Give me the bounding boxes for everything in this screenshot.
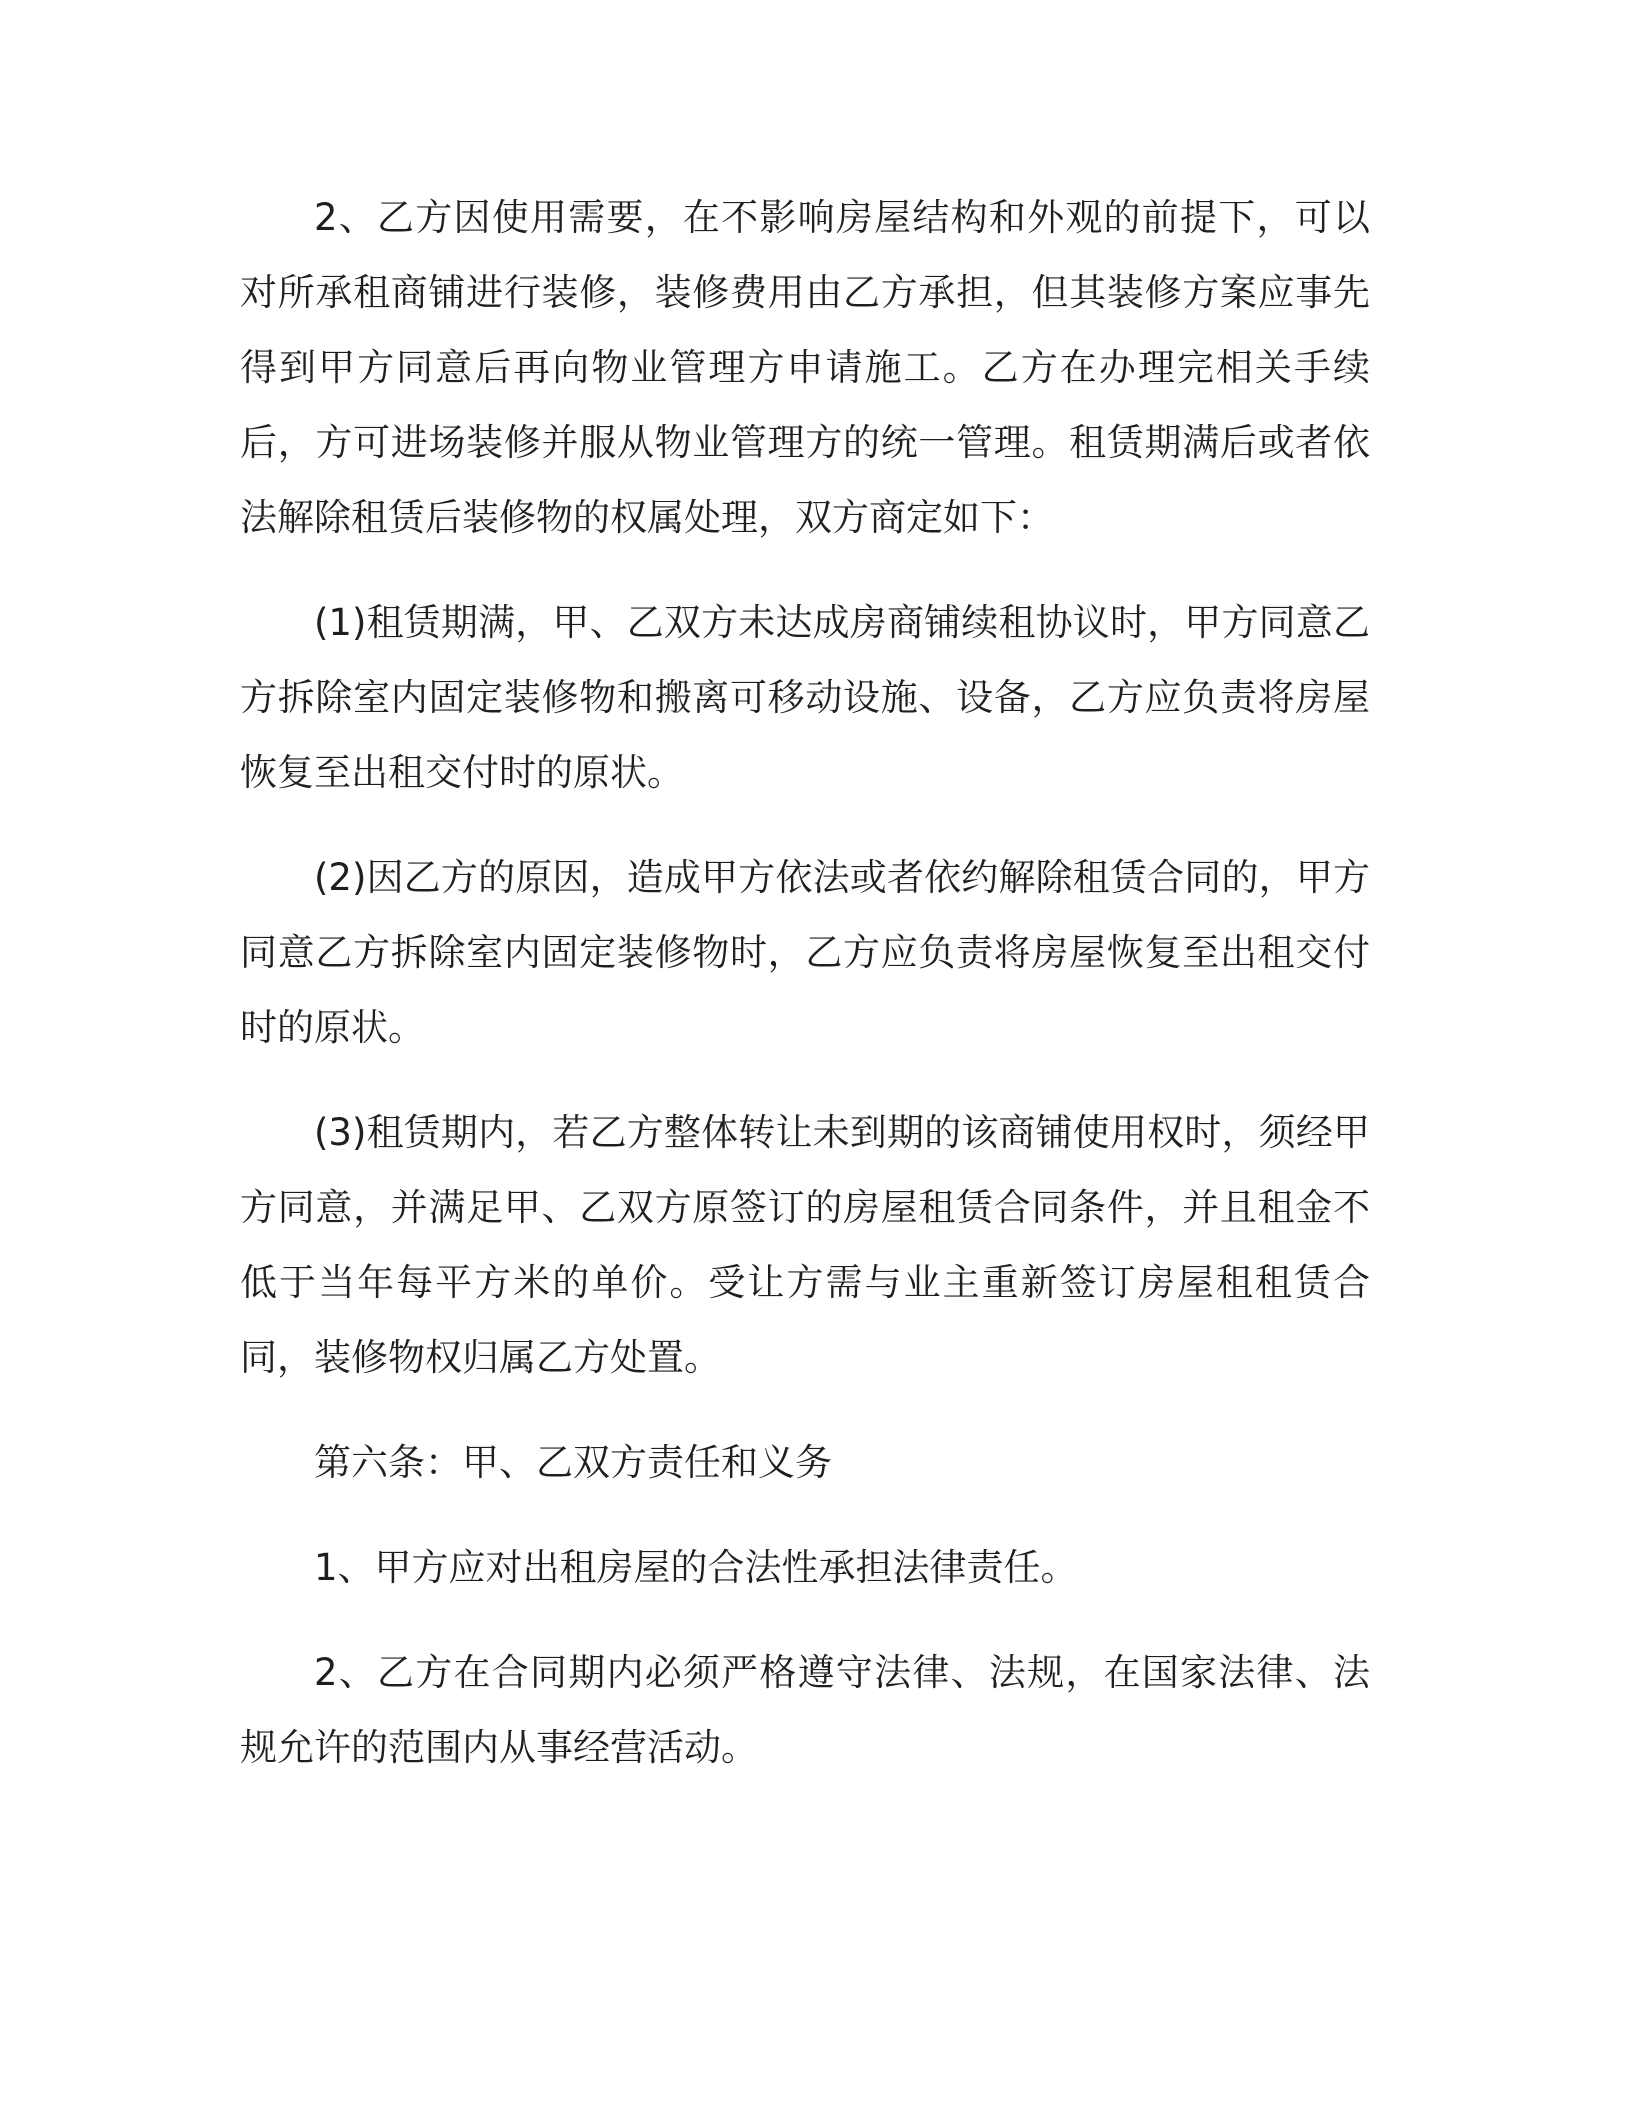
paragraph-subclause-1: (1)租赁期满，甲、乙双方未达成房商铺续租协议时，甲方同意乙方拆除室内固定装修物和搬离可移动设施、设备，乙方应负责将房屋恢复至出租交付时的原状。 [240, 601, 1370, 794]
document-body [240, 180, 1370, 1785]
paragraph-renovation-clause: 2、乙方因使用需要，在不影响房屋结构和外观的前提下，可以对所承租商铺进行装修，装修费用由乙方承担，但其装修方案应事先得到甲方同意后再向物业管理方申请施工。乙方在办理完相关手续后，方可进场装修并服从物业管理方的统一管理。租赁期满后或者依法解除租赁后装修物的权属处理，双方商定如下： [240, 196, 1370, 539]
paragraph-party-a-duty: 1、甲方应对出租房屋的合法性承担法律责任。 [314, 1546, 1078, 1589]
paragraph-subclause-2: (2)因乙方的原因，造成甲方依法或者依约解除租赁合同的，甲方同意乙方拆除室内固定装修物时，乙方应负责将房屋恢复至出租交付时的原状。 [240, 856, 1370, 1049]
article-six-heading: 第六条：甲、乙双方责任和义务 [314, 1441, 832, 1484]
paragraph-party-b-duty: 2、乙方在合同期内必须严格遵守法律、法规，在国家法律、法规允许的范围内从事经营活动。 [240, 1651, 1370, 1769]
paragraph-subclause-3: (3)租赁期内，若乙方整体转让未到期的该商铺使用权时，须经甲方同意，并满足甲、乙双方原签订的房屋租赁合同条件，并且租金不低于当年每平方米的单价。受让方需与业主重新签订房屋租租赁合同，装修物权归属乙方处置。 [240, 1111, 1370, 1379]
